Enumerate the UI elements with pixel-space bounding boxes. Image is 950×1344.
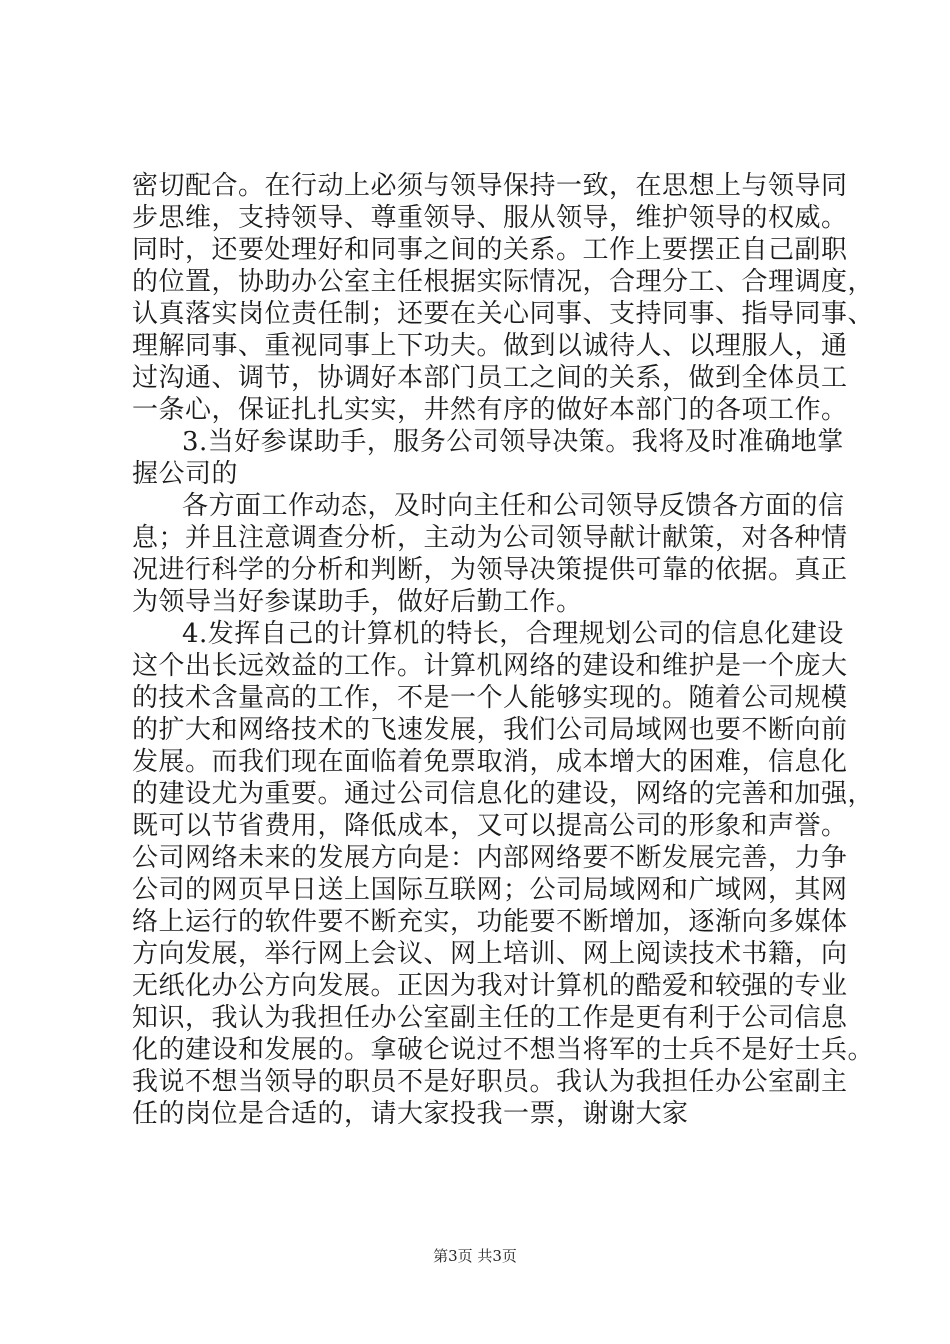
- text-line: 的位置，协助办公室主任根据实际情况，合理分工、合理调度，: [132, 267, 875, 297]
- text-line: 理解同事、重视同事上下功夫。做到以诚待人、以理服人，通: [132, 331, 848, 361]
- text-line: 络上运行的软件要不断充实，功能要不断增加，逐渐向多媒体: [132, 907, 848, 937]
- text-line: 息；并且注意调查分析，主动为公司领导献计献策，对各种情: [132, 523, 848, 553]
- text-line: 这个出长远效益的工作。计算机网络的建设和维护是一个庞大: [132, 651, 848, 681]
- text-line: 公司网络未来的发展方向是：内部网络要不断发展完善，力争: [132, 843, 848, 873]
- text-line: 同时，还要处理好和同事之间的关系。工作上要摆正自己副职: [132, 235, 848, 265]
- document-body: [132, 170, 875, 1130]
- text-line: 3.当好参谋助手，服务公司领导决策。我将及时准确地掌: [182, 427, 844, 457]
- text-line: 握公司的: [132, 459, 239, 489]
- text-line: 为领导当好参谋助手，做好后勤工作。: [132, 587, 583, 617]
- text-line: 过沟通、调节，协调好本部门员工之间的关系，做到全体员工: [132, 363, 848, 393]
- text-line: 密切配合。在行动上必须与领导保持一致，在思想上与领导同: [132, 171, 848, 201]
- text-line: 的建设尤为重要。通过公司信息化的建设，网络的完善和加强，: [132, 779, 875, 809]
- text-line: 化的建设和发展的。拿破仑说过不想当将军的士兵不是好士兵。: [132, 1035, 875, 1065]
- text-line: 方向发展，举行网上会议、网上培训、网上阅读技术书籍，向: [132, 939, 848, 969]
- text-line: 一条心，保证扎扎实实，井然有序的做好本部门的各项工作。: [132, 395, 848, 425]
- text-line: 的技术含量高的工作，不是一个人能够实现的。随着公司规模: [132, 683, 848, 713]
- text-line: 况进行科学的分析和判断，为领导决策提供可靠的依据。真正: [132, 555, 848, 585]
- text-line: 既可以节省费用，降低成本，又可以提高公司的形象和声誉。: [132, 811, 848, 841]
- text-line: 我说不想当领导的职员不是好职员。我认为我担任办公室副主: [132, 1067, 848, 1097]
- page-number-footer: 第3页 共3页: [433, 1247, 517, 1265]
- text-line: 任的岗位是合适的，请大家投我一票，谢谢大家: [132, 1099, 689, 1129]
- text-line: 4.发挥自己的计算机的特长，合理规划公司的信息化建设: [182, 619, 844, 649]
- text-line: 的扩大和网络技术的飞速发展，我们公司局域网也要不断向前: [132, 715, 848, 745]
- text-line: 步思维，支持领导、尊重领导、服从领导，维护领导的权威。: [132, 203, 848, 233]
- text-line: 无纸化办公方向发展。正因为我对计算机的酷爱和较强的专业: [132, 971, 848, 1001]
- text-line: 发展。而我们现在面临着免票取消，成本增大的困难，信息化: [132, 747, 848, 777]
- text-line: 认真落实岗位责任制；还要在关心同事、支持同事、指导同事、: [132, 299, 875, 329]
- text-line: 各方面工作动态，及时向主任和公司领导反馈各方面的信: [182, 491, 845, 521]
- text-line: 公司的网页早日送上国际互联网；公司局域网和广域网，其网: [132, 875, 848, 905]
- text-line: 知识，我认为我担任办公室副主任的工作是更有利于公司信息: [132, 1003, 848, 1033]
